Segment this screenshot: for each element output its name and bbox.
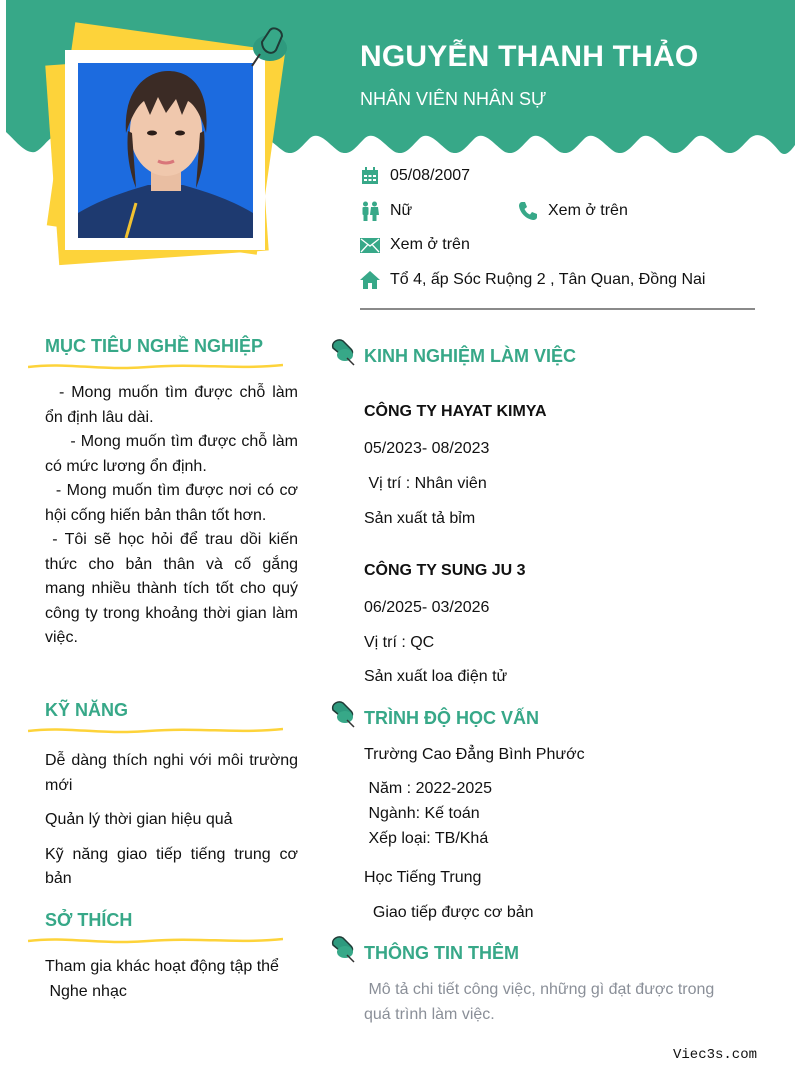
education-course-detail: Giao tiếp được cơ bản xyxy=(364,904,534,921)
objective-line: - Tôi sẽ học hỏi để trau dồi kiến thức cho bản thân và cố gắng mang nhiều thành tích tốt cho quý công ty trong khoảng thời gian làm việc. xyxy=(45,531,303,646)
contact-divider xyxy=(360,308,755,310)
phone-value: Xem ở trên xyxy=(548,202,628,219)
address-value: Tổ 4, ấp Sóc Ruộng 2 , Tân Quan, Đồng Nai xyxy=(390,271,706,288)
objective-line: - Mong muốn tìm được chỗ làm ổn định lâu dài. xyxy=(45,384,303,426)
section-objective-title xyxy=(45,336,298,357)
birthday-value: 05/08/2007 xyxy=(390,167,471,184)
home-icon xyxy=(360,270,380,290)
contact-gender xyxy=(360,199,412,223)
email-value: Xem ở trên xyxy=(390,236,470,253)
skills-title: KỸ NĂNG xyxy=(45,700,129,720)
section-hobbies-title xyxy=(45,910,298,931)
hobbies-title: SỞ THÍCH xyxy=(45,910,133,930)
objective-title: MỤC TIÊU NGHỀ NGHIỆP xyxy=(45,336,264,356)
section-skills-title xyxy=(45,700,298,721)
contact-address xyxy=(360,268,705,292)
skill-item: Kỹ năng giao tiếp tiếng trung cơ bản xyxy=(45,845,298,887)
job-position: Vị trí : QC xyxy=(364,634,435,651)
wavy-underline xyxy=(28,362,283,372)
education-title: TRÌNH ĐỘ HỌC VẤN xyxy=(364,708,539,728)
job-description: Sản xuất tả bỉm xyxy=(364,510,476,527)
job-description: Sản xuất loa điện tử xyxy=(364,668,508,685)
job-period: 06/2025- 03/2026 xyxy=(364,599,490,616)
skills-list xyxy=(45,749,298,892)
photo-frame xyxy=(40,28,280,273)
job-title: NHÂN VIÊN NHÂN SỰ xyxy=(360,89,547,109)
experience-title: KINH NGHIỆM LÀM VIỆC xyxy=(364,346,577,366)
envelope-icon xyxy=(360,235,380,255)
contact-email xyxy=(360,233,470,257)
hobby-line: Nghe nhạc xyxy=(45,982,127,1000)
contact-birthday xyxy=(360,164,470,188)
skill-item: Dễ dàng thích nghi với môi trường mới xyxy=(45,752,298,794)
pushpin-icon xyxy=(330,338,356,366)
wavy-underline xyxy=(28,936,283,946)
pushpin-icon xyxy=(330,700,356,728)
objective-line: - Mong muốn tìm được nơi có cơ hội cống hiến bản thân tốt hơn. xyxy=(45,482,303,524)
phone-icon xyxy=(518,201,538,221)
additional-info-line: Mô tả chi tiết công việc, những gì đạt được trong xyxy=(364,981,715,998)
additional-info-title: THÔNG TIN THÊM xyxy=(364,943,519,963)
hobby-line: Tham gia khác hoạt động tập thể xyxy=(45,958,279,975)
objective-line: - Mong muốn tìm được chỗ làm có mức lương ổn định. xyxy=(45,433,303,475)
job-period: 05/2023- 08/2023 xyxy=(364,440,490,457)
additional-info-line: quá trình làm việc. xyxy=(364,1006,495,1023)
pushpin-icon xyxy=(330,935,356,963)
education-rank: Xếp loại: TB/Khá xyxy=(364,830,489,847)
footer-brand: Viec3s.com xyxy=(673,1047,758,1063)
objective-text xyxy=(45,381,303,651)
contact-phone xyxy=(518,199,628,223)
calendar-icon xyxy=(360,166,380,186)
education-major: Ngành: Kế toán xyxy=(364,805,480,822)
hobbies-text xyxy=(45,955,298,1004)
gender-value: Nữ xyxy=(390,202,413,219)
education-school: Trường Cao Đẳng Bình Phước xyxy=(364,746,585,763)
education-year: Năm : 2022-2025 xyxy=(364,780,493,797)
education-course: Học Tiếng Trung xyxy=(364,869,482,886)
polaroid-frame xyxy=(65,50,265,250)
pushpin-icon xyxy=(248,24,288,70)
gender-icon xyxy=(360,201,380,221)
job-company: CÔNG TY HAYAT KIMYA xyxy=(364,403,547,420)
skill-item: Quản lý thời gian hiệu quả xyxy=(45,811,233,828)
job-company: CÔNG TY SUNG JU 3 xyxy=(364,562,526,579)
candidate-name: NGUYỄN THANH THẢO xyxy=(360,40,699,73)
avatar xyxy=(78,63,253,238)
wavy-underline xyxy=(28,726,283,736)
job-position: Vị trí : Nhân viên xyxy=(364,475,487,492)
